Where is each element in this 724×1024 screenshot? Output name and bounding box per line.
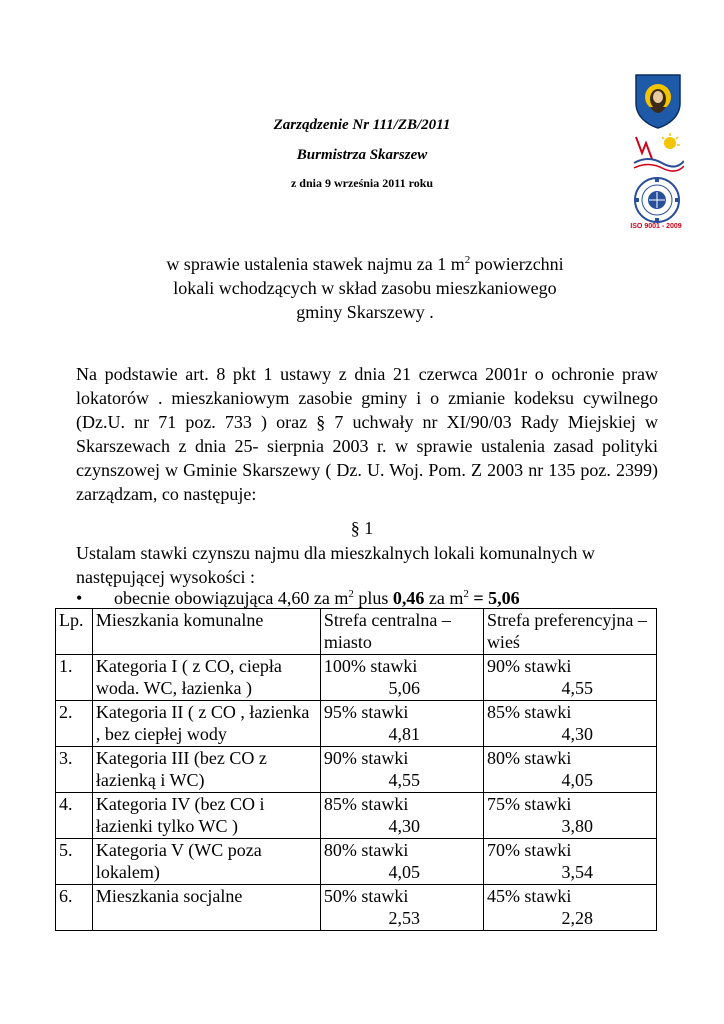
cell-preferential	[483, 701, 656, 747]
central-value: 4,30	[388, 816, 420, 836]
table-header-row	[56, 609, 657, 655]
document-date: z dnia 9 września 2011 roku	[290, 176, 434, 190]
legal-basis-paragraph: Na podstawie art. 8 pkt 1 ustawy z dnia 21 czerwca 2001r o ochronie praw lokatorów . mieszkaniowym zasobie gminy i o zmianie kodeksu cywilnego (Dz.U. nr 71 poz. 733 ) oraz § 7 uchwały nr XI/90/03 Rady Miejskiej w Skarszewach z dnia 25- sierpnia 2003 r. w sprawie ustalenia zasad polityki czynszowej w Gminie Skarszewy ( Dz. U. Woj. Pom. Z 2003 nr 135 poz. 2399) zarządzam, co następuje:	[76, 364, 658, 504]
preferential-percent: 70% stawki	[486, 840, 572, 860]
cell-central	[320, 839, 483, 885]
section-intro: Ustalam stawki czynszu najmu dla mieszkalnych lokali komunalnych w następującej wysokości :	[76, 543, 595, 587]
cell-preferential	[483, 655, 656, 701]
central-value: 4,55	[388, 770, 420, 790]
subject-line-2: lokali wchodzących w skład zasobu mieszkaniowego	[173, 278, 557, 298]
cell-category: Kategoria I ( z CO, ciepła woda. WC, łazienka )	[92, 655, 320, 701]
preferential-value: 3,54	[561, 862, 593, 882]
cell-category: Kategoria IV (bez CO i łazienki tylko WC )	[92, 793, 320, 839]
cell-preferential	[483, 839, 656, 885]
coat-of-arms-icon	[632, 73, 684, 129]
preferential-percent: 85% stawki	[486, 702, 572, 722]
cell-central	[320, 747, 483, 793]
cell-category: Kategoria V (WC poza lokalem)	[92, 839, 320, 885]
central-percent: 100% stawki	[323, 656, 418, 676]
rates-table	[55, 608, 657, 931]
preferential-value: 4,05	[561, 770, 593, 790]
cell-lp: 5.	[56, 839, 93, 885]
cell-lp: 2.	[56, 701, 93, 747]
preferential-value: 4,30	[561, 724, 593, 744]
central-percent: 90% stawki	[323, 748, 409, 768]
subject-line-1: w sprawie ustalenia stawek najmu za 1 $m^2$ powierzchni	[166, 254, 564, 274]
preferential-value: 2,28	[561, 908, 593, 928]
table-row	[56, 701, 657, 747]
current-rate-line: • obecnie obowiązująca 4,60 za $m^2$ plus 0,46 za $m^2 = 5,06$	[76, 588, 520, 608]
table-row	[56, 885, 657, 931]
table-row	[56, 793, 657, 839]
cell-central	[320, 885, 483, 931]
central-percent: 50% stawki	[323, 886, 409, 906]
document-issuer: Burmistrza Skarszew	[296, 147, 428, 163]
central-percent: 95% stawki	[323, 702, 409, 722]
cell-preferential	[483, 885, 656, 931]
cell-category: Kategoria II ( z CO , łazienka , bez ciepłej wody	[92, 701, 320, 747]
document-title: Zarządzenie Nr 111/ZB/2011	[273, 117, 451, 133]
cell-central	[320, 793, 483, 839]
cell-preferential	[483, 747, 656, 793]
preferential-percent: 45% stawki	[486, 886, 572, 906]
cell-preferential	[483, 793, 656, 839]
preferential-percent: 80% stawki	[486, 748, 572, 768]
preferential-percent: 90% stawki	[486, 656, 572, 676]
preferential-value: 4,55	[561, 678, 593, 698]
iso-label: ISO 9001 - 2009	[630, 223, 682, 230]
preferential-value: 3,80	[561, 816, 593, 836]
section-number: § 1	[350, 518, 374, 538]
central-percent: 85% stawki	[323, 794, 409, 814]
table-row	[56, 655, 657, 701]
central-value: 5,06	[388, 678, 420, 698]
preferential-percent: 75% stawki	[486, 794, 572, 814]
city-mark-icon	[632, 133, 684, 173]
header-preferential-zone: Strefa preferencyjna – wieś	[483, 609, 656, 655]
cell-category: Mieszkania socjalne	[92, 885, 320, 931]
subject-line-3: gminy Skarszewy .	[296, 302, 434, 322]
subject-block	[110, 248, 620, 324]
header-central-zone: Strefa centralna – miasto	[320, 609, 483, 655]
table-row	[56, 839, 657, 885]
central-value: 4,05	[388, 862, 420, 882]
cell-lp: 3.	[56, 747, 93, 793]
header-apartments: Mieszkania komunalne	[92, 609, 320, 655]
cell-central	[320, 701, 483, 747]
cell-lp: 4.	[56, 793, 93, 839]
header-lp: Lp.	[56, 609, 93, 655]
central-value: 2,53	[388, 908, 420, 928]
cell-category: Kategoria III (bez CO z łazienką i WC)	[92, 747, 320, 793]
table-row	[56, 747, 657, 793]
cell-lp: 1.	[56, 655, 93, 701]
cell-central	[320, 655, 483, 701]
central-value: 4,81	[388, 724, 420, 744]
bullet-icon: •	[76, 588, 83, 608]
cell-lp: 6.	[56, 885, 93, 931]
central-percent: 80% stawki	[323, 840, 409, 860]
